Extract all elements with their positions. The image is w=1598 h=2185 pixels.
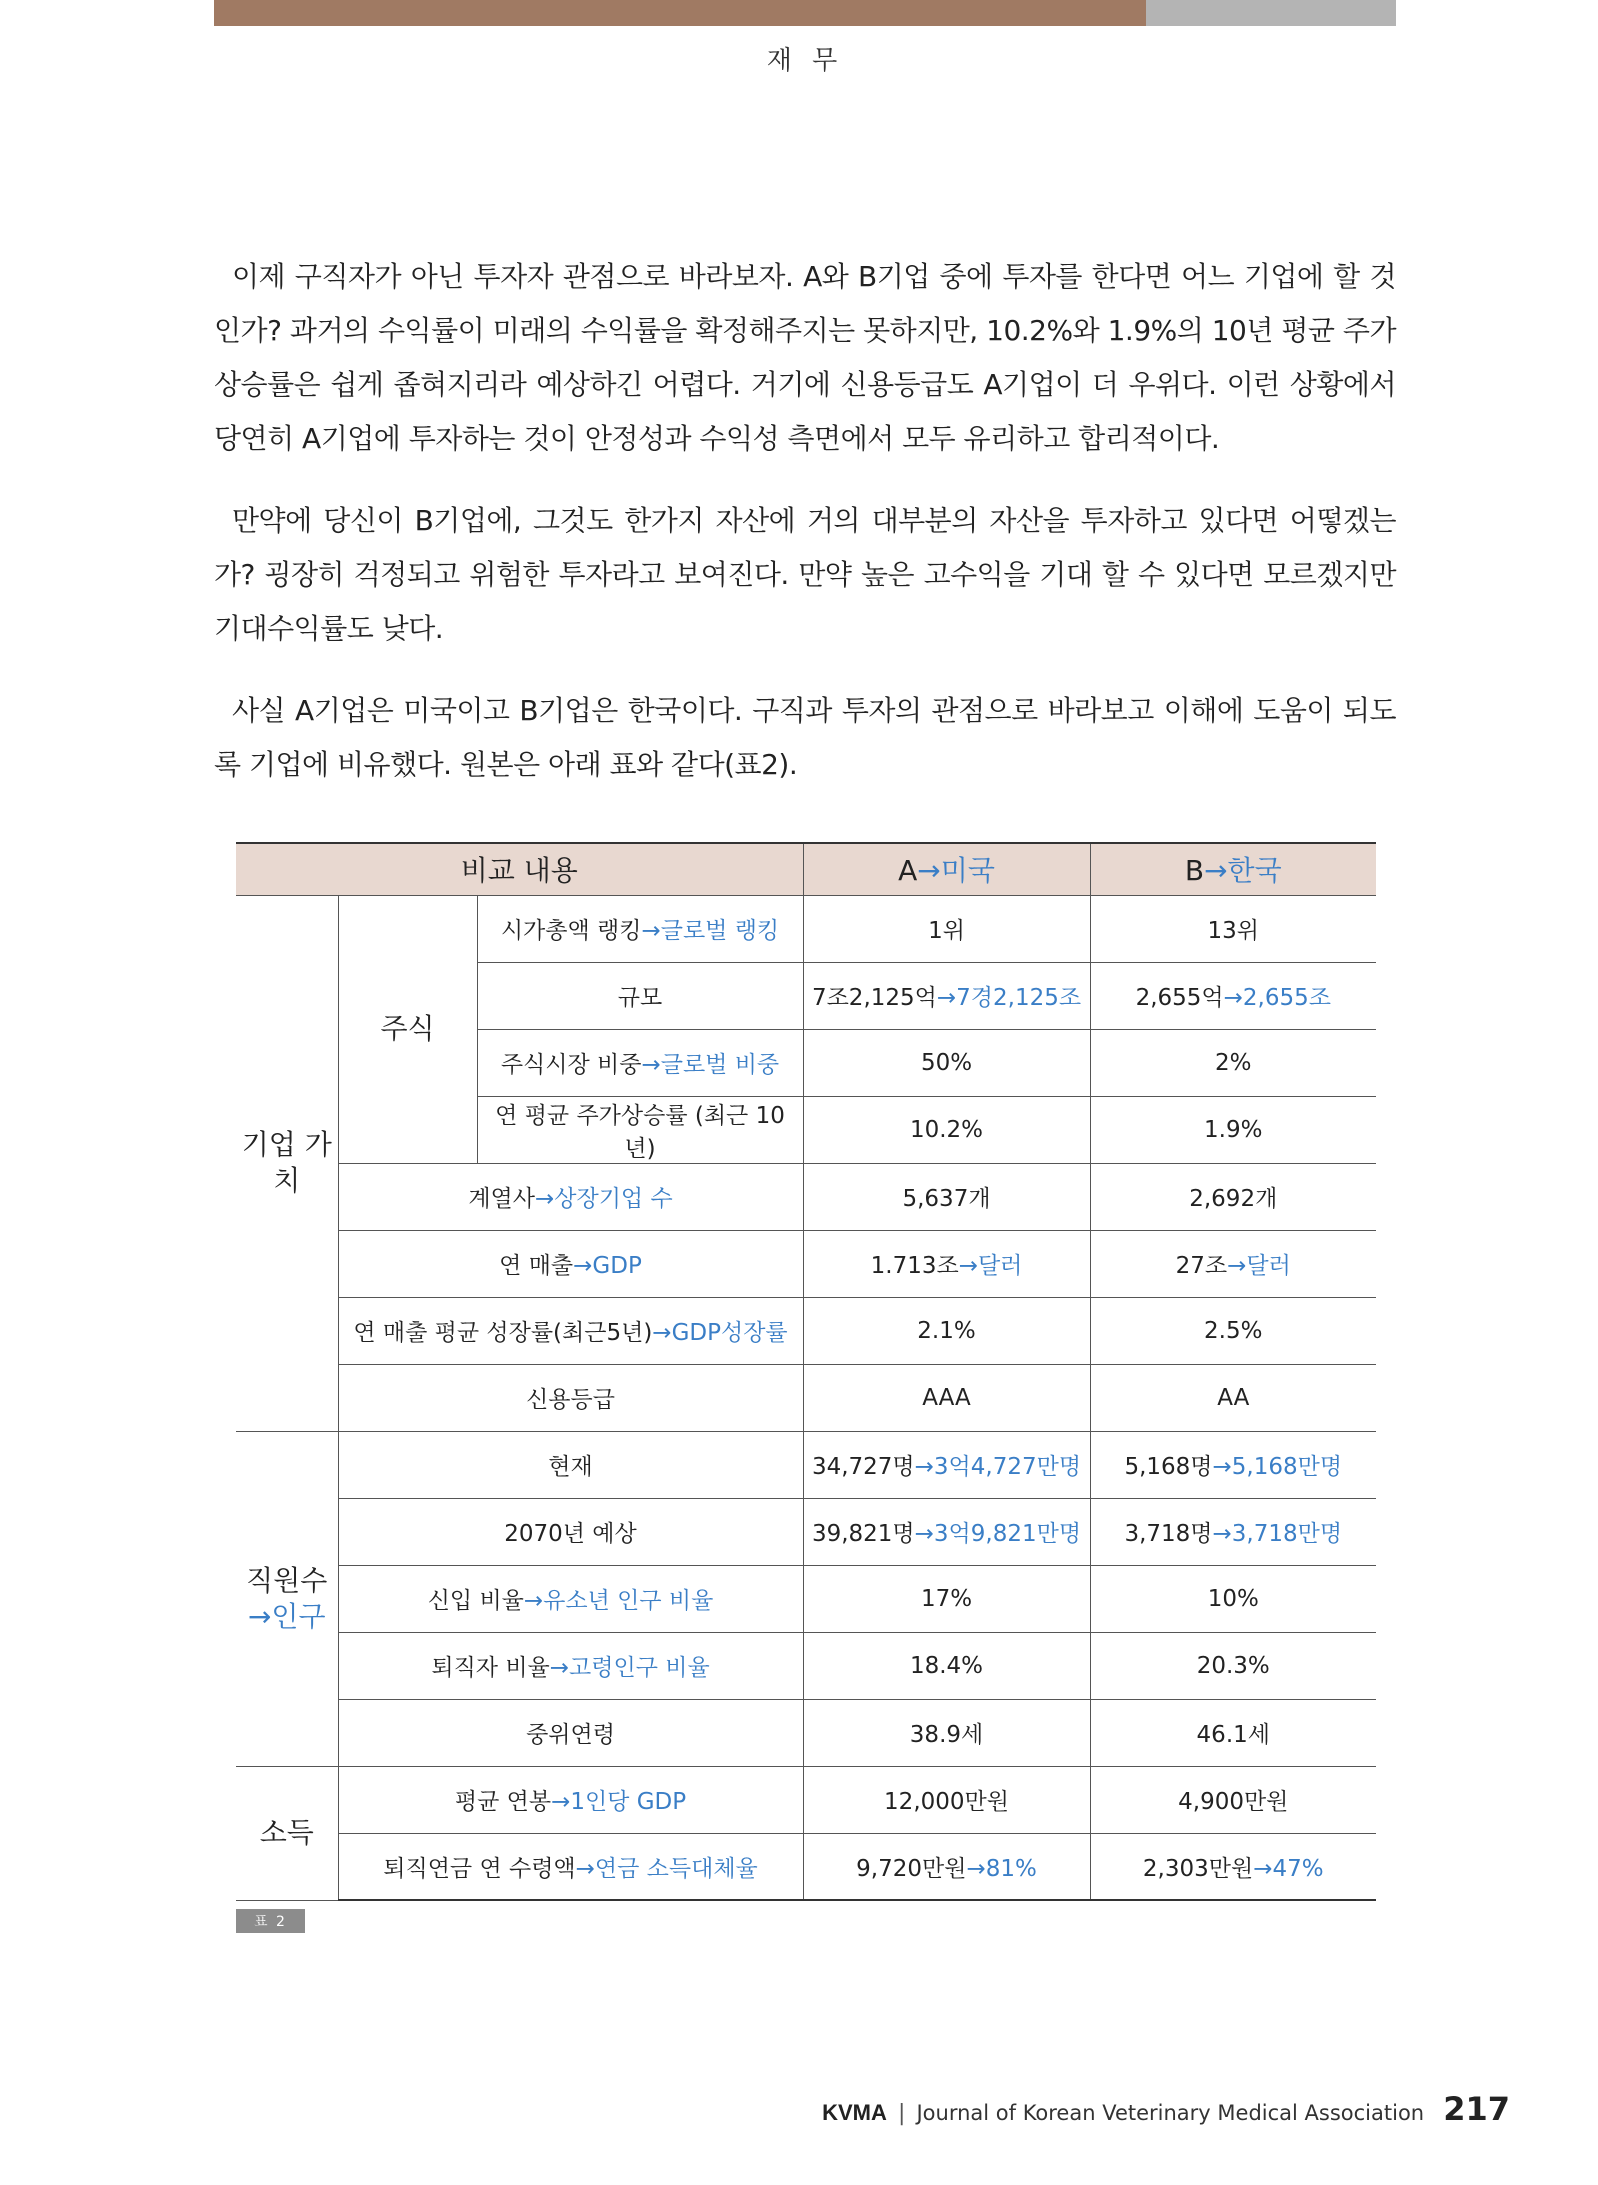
cell-a-value: 10.2% xyxy=(909,1116,984,1143)
cell-b-new-value: →2,655조 xyxy=(1223,985,1331,1011)
table-row xyxy=(236,1766,1376,1833)
row-label-new-text: →연금 소득대체율 xyxy=(575,1855,758,1882)
row-label xyxy=(338,1766,803,1833)
cell-b xyxy=(1090,1163,1376,1230)
group-staff xyxy=(236,1431,338,1766)
top-color-bar xyxy=(214,0,1396,26)
cell-b xyxy=(1090,1364,1376,1431)
cell-a-new-value: →달러 xyxy=(958,1253,1023,1279)
cell-b xyxy=(1090,1565,1376,1632)
cell-a-value: 50% xyxy=(920,1049,973,1076)
row-label xyxy=(338,1833,803,1900)
row-label-text: 평균 연봉 xyxy=(454,1789,552,1815)
cell-a-new-value: →3억9,821만명 xyxy=(914,1521,1082,1547)
cell-b-value: 2,692개 xyxy=(1189,1186,1278,1212)
cell-a xyxy=(803,1699,1090,1766)
cell-b-new-value: →47% xyxy=(1253,1855,1324,1882)
cell-b-value: 4,900만원 xyxy=(1178,1789,1289,1815)
cell-b-value: 5,168명 xyxy=(1124,1454,1213,1480)
row-label-new-text: →글로벌 비중 xyxy=(641,1052,780,1078)
row-label xyxy=(338,1699,803,1766)
group-income xyxy=(236,1766,338,1900)
table-row xyxy=(236,1632,1376,1699)
row-label-text: 2070년 예상 xyxy=(504,1521,637,1547)
table-row xyxy=(236,895,1376,962)
cell-b-new-value: →5,168만명 xyxy=(1212,1454,1343,1480)
paragraph: 사실 A기업은 미국이고 B기업은 한국이다. 구직과 투자의 관점으로 바라보고 이해에 도움이 되도록 기업에 비유했다. 원본은 아래 표와 같다(표2). xyxy=(214,694,1396,781)
group-stock xyxy=(338,895,477,1163)
row-label-new-text: →상장기업 수 xyxy=(534,1186,673,1212)
cell-a xyxy=(803,1833,1090,1900)
row-label-text: 중위연령 xyxy=(526,1722,615,1748)
table-row xyxy=(236,1364,1376,1431)
cell-b xyxy=(1090,1766,1376,1833)
group-staff-text: 직원수 xyxy=(246,1563,328,1597)
cell-a-value: 1.713조 xyxy=(870,1253,959,1279)
row-label-new-text: →유소년 인구 비율 xyxy=(523,1588,714,1614)
cell-a-value: 12,000만원 xyxy=(884,1789,1009,1815)
row-label-text: 퇴직자 비율 xyxy=(431,1655,550,1681)
group-enterprise-value-text: 기업 가치 xyxy=(241,1128,332,1197)
cell-a xyxy=(803,1096,1090,1163)
page-number: 217 xyxy=(1443,2090,1510,2128)
row-label xyxy=(338,1498,803,1565)
cell-a xyxy=(803,1565,1090,1632)
cell-b-value: 2% xyxy=(1215,1049,1252,1076)
table-row xyxy=(236,1565,1376,1632)
cell-a xyxy=(803,1297,1090,1364)
row-label xyxy=(477,1029,803,1096)
cell-a xyxy=(803,1766,1090,1833)
cell-b-value: 1.9% xyxy=(1204,1116,1263,1143)
cell-a-value: 2.1% xyxy=(917,1317,976,1344)
row-label xyxy=(338,1431,803,1498)
cell-a-value: 39,821명 xyxy=(811,1521,915,1547)
row-label xyxy=(338,1297,803,1364)
row-label xyxy=(338,1364,803,1431)
cell-b-value: 2,303만원 xyxy=(1142,1855,1254,1882)
top-bar-segment-brown xyxy=(214,0,1146,26)
cell-b-value: 10% xyxy=(1207,1585,1259,1612)
row-label-text: 퇴직연금 연 수령액 xyxy=(383,1855,576,1882)
table-header-row xyxy=(236,843,1376,895)
paragraph: 이제 구직자가 아닌 투자자 관점으로 바라보자. A와 B기업 중에 투자를 한다면 어느 기업에 할 것인가? 과거의 수익률이 미래의 수익률을 확정해주지는 못하지만, 10.2%와 1.9%의 10년 평균 주가 상승률은 쉽게 좁혀지리라 예상하긴 어렵다. 거기에 신용등급도 A기업이 더 우위다. 이런 상황에서 당연히 A기업에 투자하는 것이 안정성과 수익성 측면에서 모두 유리하고 합리적이다. xyxy=(214,260,1396,455)
cell-b xyxy=(1090,1632,1376,1699)
cell-a-value: 17% xyxy=(920,1585,973,1612)
row-label xyxy=(477,1096,803,1163)
row-label-text: 연 매출 평균 성장률(최근5년) xyxy=(353,1320,653,1346)
row-label-text: 연 매출 xyxy=(499,1253,574,1279)
cell-a-new-value: →3억4,727만명 xyxy=(914,1454,1082,1480)
cell-a xyxy=(803,1431,1090,1498)
cell-b xyxy=(1090,895,1376,962)
paragraph: 만약에 당신이 B기업에, 그것도 한가지 자산에 거의 대부분의 자산을 투자하고 있다면 어떻겠는가? 굉장히 걱정되고 위험한 투자라고 보여진다. 만약 높은 고수익을 기대 할 수 있다면 모르겠지만 기대수익률도 낮다. xyxy=(214,504,1396,645)
cell-b xyxy=(1090,1431,1376,1498)
cell-b xyxy=(1090,1096,1376,1163)
table-row xyxy=(236,1297,1376,1364)
row-label xyxy=(477,895,803,962)
group-stock-text: 주식 xyxy=(380,1012,435,1045)
row-label xyxy=(338,1565,803,1632)
row-label-text: 현재 xyxy=(548,1454,593,1480)
table-row xyxy=(236,1431,1376,1498)
cell-a xyxy=(803,895,1090,962)
cell-b-value: 3,718명 xyxy=(1124,1521,1213,1547)
cell-b xyxy=(1090,1498,1376,1565)
table-caption: 표 2 xyxy=(236,1909,305,1933)
table-row xyxy=(236,1163,1376,1230)
cell-b-value: 2.5% xyxy=(1204,1317,1263,1344)
cell-a-value: 18.4% xyxy=(909,1652,984,1679)
comparison-table xyxy=(236,842,1376,1901)
body-text xyxy=(214,250,1396,820)
cell-a-new-value: →7경2,125조 xyxy=(936,985,1082,1011)
cell-b-value: 27조 xyxy=(1175,1253,1228,1279)
cell-b xyxy=(1090,1029,1376,1096)
cell-b xyxy=(1090,962,1376,1029)
cell-b xyxy=(1090,1230,1376,1297)
cell-a-value: 38.9세 xyxy=(909,1722,984,1748)
comparison-table-wrapper xyxy=(236,842,1376,1933)
row-label-new-text: →GDP xyxy=(573,1253,642,1279)
group-income-text: 소득 xyxy=(259,1816,314,1849)
cell-b xyxy=(1090,1833,1376,1900)
cell-b-value: 13위 xyxy=(1207,918,1260,944)
page-footer xyxy=(822,2090,1510,2128)
footer-journal: Journal of Korean Veterinary Medical Association xyxy=(916,2101,1425,2125)
group-enterprise-value xyxy=(236,895,338,1431)
header-compare: 비교 내용 xyxy=(236,843,803,895)
row-label-text: 시가총액 랭킹 xyxy=(500,918,642,944)
top-bar-segment-gray xyxy=(1146,0,1396,26)
cell-b-value: AA xyxy=(1217,1384,1250,1411)
cell-a-value: 34,727명 xyxy=(811,1454,915,1480)
cell-b-new-value: →3,718만명 xyxy=(1212,1521,1343,1547)
row-label-new-text: →글로벌 랭킹 xyxy=(641,918,780,944)
table-row xyxy=(236,1833,1376,1900)
group-staff-new-text: →인구 xyxy=(247,1599,326,1633)
footer-brand: KVMA xyxy=(822,2100,887,2125)
row-label-text: 주식시장 비중 xyxy=(500,1052,642,1078)
table-row xyxy=(236,1699,1376,1766)
row-label-text: 계열사 xyxy=(468,1186,535,1212)
row-label-text: 규모 xyxy=(617,985,663,1011)
header-b: B→한국 xyxy=(1090,843,1376,895)
row-label xyxy=(477,962,803,1029)
row-label xyxy=(338,1163,803,1230)
cell-a xyxy=(803,1029,1090,1096)
cell-a xyxy=(803,1364,1090,1431)
cell-a xyxy=(803,962,1090,1029)
cell-a-value: 1위 xyxy=(928,918,965,944)
cell-a-value: 5,637개 xyxy=(902,1186,991,1212)
cell-b xyxy=(1090,1297,1376,1364)
cell-b-value: 46.1세 xyxy=(1196,1722,1270,1748)
table-row xyxy=(236,1498,1376,1565)
footer-separator: | xyxy=(897,2101,906,2126)
row-label-text: 신입 비율 xyxy=(427,1588,524,1614)
row-label xyxy=(338,1230,803,1297)
cell-a xyxy=(803,1632,1090,1699)
cell-a-value: AAA xyxy=(922,1384,971,1411)
cell-a xyxy=(803,1230,1090,1297)
cell-a-value: 9,720만원 xyxy=(856,1855,967,1882)
row-label-new-text: →GDP성장률 xyxy=(652,1320,788,1346)
header-a: A→미국 xyxy=(803,843,1090,895)
cell-b-value: 20.3% xyxy=(1196,1652,1270,1679)
cell-a xyxy=(803,1498,1090,1565)
row-label-new-text: →1인당 GDP xyxy=(551,1789,687,1815)
row-label xyxy=(338,1632,803,1699)
cell-b-new-value: →달러 xyxy=(1227,1253,1291,1279)
row-label-new-text: →고령인구 비율 xyxy=(549,1655,710,1681)
cell-a xyxy=(803,1163,1090,1230)
section-label: 재 무 xyxy=(766,46,844,76)
row-label-text: 연 평균 주가상승률 (최근 10년) xyxy=(495,1102,785,1162)
table-row xyxy=(236,1230,1376,1297)
cell-a-value: 7조2,125억 xyxy=(811,985,937,1011)
cell-b xyxy=(1090,1699,1376,1766)
cell-b-value: 2,655억 xyxy=(1135,985,1224,1011)
cell-a-new-value: →81% xyxy=(966,1855,1037,1882)
row-label-text: 신용등급 xyxy=(526,1387,615,1413)
